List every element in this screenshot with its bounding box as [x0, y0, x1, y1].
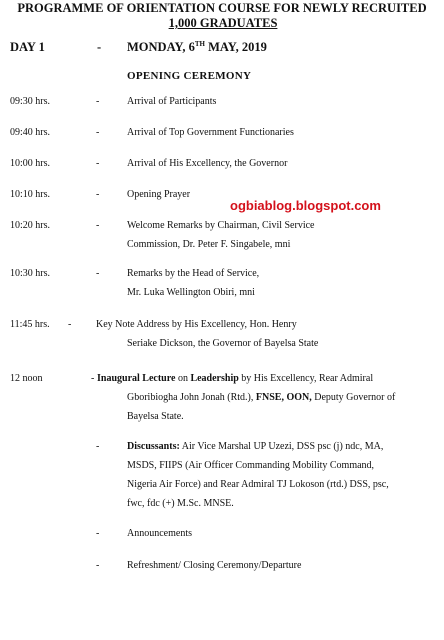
activity-line: Opening Prayer: [127, 189, 191, 200]
item-time: 10:30 hrs.: [10, 268, 50, 279]
item-activity: [127, 92, 432, 111]
subtitle-text: 1,000 GRADUATES: [168, 16, 278, 30]
day-dash: -: [97, 40, 102, 54]
lecture-line2-text: Gboribiogha John Jonah (Rtd.),: [127, 392, 256, 403]
closing-dash: -: [96, 528, 100, 539]
lecture-line3: Bayelsa State.: [127, 411, 184, 422]
lecture-text2: by His Excellency, Rear Admiral: [238, 373, 374, 384]
activity-line: Welcome Remarks by Chairman, Civil Service: [127, 220, 315, 231]
lecture-bold2: Leadership: [190, 373, 239, 384]
closing-label: Refreshment/ Closing Ceremony/Departure: [127, 560, 302, 571]
discussants-line1: Air Vice Marshal UP Uzezi, DSS psc (j) ndc, MA,: [179, 441, 384, 452]
date-suffix: MAY, 2019: [204, 40, 267, 55]
section-title: OPENING CEREMONY: [127, 70, 252, 82]
lecture-line2: [97, 392, 395, 403]
item-activity: [127, 123, 432, 142]
discussants-line3: Nigeria Air Force) and Rear Admiral TJ Lokoson (rtd.) DSS, psc,: [127, 479, 389, 490]
date-sup: TH: [194, 40, 205, 48]
activity-line: Key Note Address by His Excellency, Hon. Henry: [96, 319, 297, 330]
activity-line: Arrival of Participants: [127, 96, 217, 107]
activity-line: Seriake Dickson, the Governor of Bayelsa State: [127, 338, 319, 349]
item-dash: -: [96, 158, 100, 169]
item-time: 09:40 hrs.: [10, 127, 50, 138]
closing-dash: -: [96, 560, 100, 571]
item-dash: -: [96, 127, 100, 138]
lecture-text1: on: [175, 373, 191, 384]
date-prefix: MONDAY, 6: [127, 40, 195, 55]
lecture-bold1: Inaugural Lecture: [97, 373, 176, 384]
item-activity: [127, 185, 432, 204]
item-dash: -: [96, 96, 100, 107]
discussants-line2: MSDS, FIIPS (Air Officer Commanding Mobility Command,: [127, 460, 375, 471]
lecture-line2-text2: Deputy Governor of: [311, 392, 396, 403]
item-activity: [127, 264, 432, 302]
activity-line: Arrival of His Excellency, the Governor: [127, 158, 288, 169]
activity-line: Remarks by the Head of Service,: [127, 268, 260, 279]
item-time: 10:20 hrs.: [10, 220, 50, 231]
item-dash: -: [68, 319, 72, 330]
discussants-line4: fwc, fdc (+) M.Sc. MNSE.: [127, 498, 234, 509]
item-time: 10:10 hrs.: [10, 189, 50, 200]
item-activity: [127, 216, 432, 254]
item-dash: -: [96, 220, 100, 231]
discussants-dash: -: [96, 441, 100, 452]
lecture-dash: -: [91, 373, 95, 384]
item-activity: [96, 315, 401, 353]
closing-item: [127, 556, 432, 575]
item-time: 10:00 hrs.: [10, 158, 50, 169]
day-label: DAY 1: [10, 40, 45, 54]
activity-line: Mr. Luka Wellington Obiri, mni: [127, 287, 255, 298]
day-date: [127, 40, 267, 55]
discussants-label: Discussants:: [127, 441, 180, 452]
activity-line: Commission, Dr. Peter F. Singabele, mni: [127, 239, 291, 250]
item-dash: -: [96, 268, 100, 279]
closing-label: Announcements: [127, 528, 192, 539]
document-title: PROGRAMME OF ORIENTATION COURSE FOR NEWLY RECRUITED: [17, 1, 427, 15]
lecture-activity: [97, 369, 437, 426]
item-dash: -: [96, 189, 100, 200]
activity-line: Arrival of Top Government Functionaries: [127, 127, 294, 138]
watermark: ogbiablog.blogspot.com: [230, 198, 381, 213]
lecture-line2-bold: FNSE, OON,: [255, 392, 312, 403]
document-subtitle: [58, 16, 388, 30]
discussants-block: [127, 437, 432, 513]
closing-item: [127, 524, 432, 543]
item-time: 09:30 hrs.: [10, 96, 50, 107]
item-activity: [127, 154, 432, 173]
lecture-line1: [97, 373, 373, 384]
lecture-time: 12 noon: [10, 373, 43, 384]
item-time: 11:45 hrs.: [10, 319, 50, 330]
